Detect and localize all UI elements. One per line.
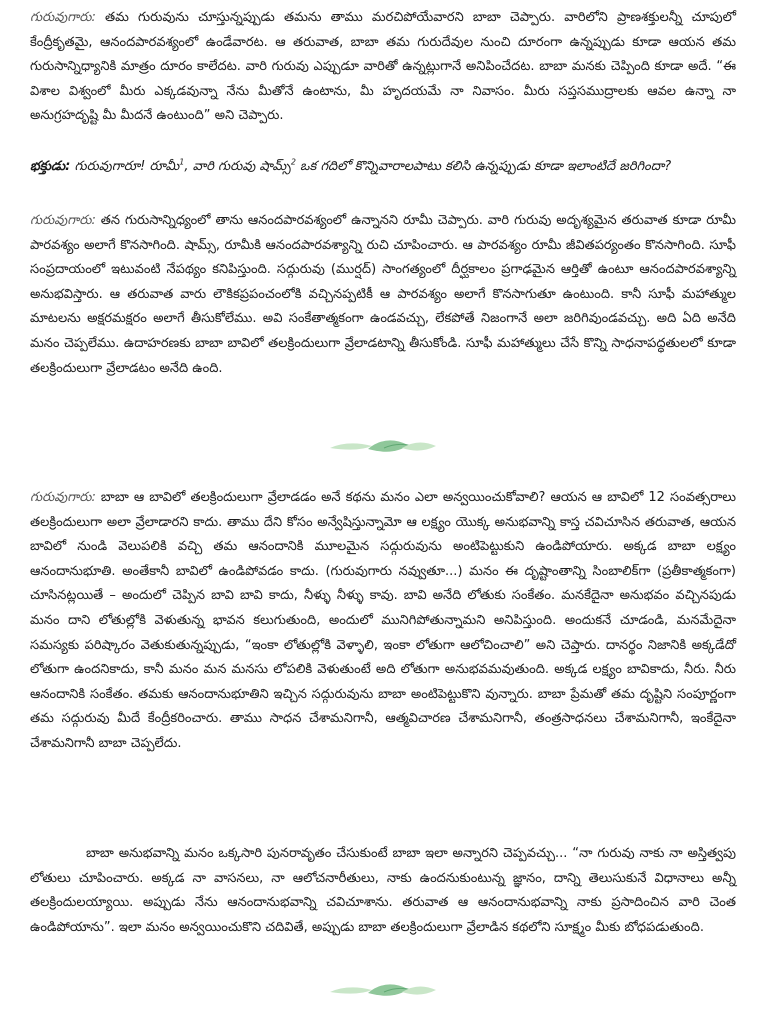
speaker-label: గురువుగారు: xyxy=(30,10,96,25)
paragraph-text: బాబా ఆ బావిలో తలక్రిందులుగా వ్రేలాడడం అనే కథను మనం ఎలా అన్వయించుకోవాలి? ఆయన ఆ బావిలో 12 సంవత్సరాలు తలక్రిందులుగా అలా వ్రేలాడారని కాదు. తాము దేని కోసం అన్వేషిస్తున్నామో ఆ లక్ష్యం యొక్క అనుభవాన్ని కాస్త చవిచూసిన తరువాత, ఆయన బావిలో నుండి వెలుపలికి వచ్చి తమ ఆనందానికి మూలమైన సద్గురువును అంటిపెట్టుకుని ఉండిపోయారు. అక్కడ బాబా లక్ష్యం ఆనందానుభూతి. అంతేకానీ బావిలో ఉండిపోవడం కాదు. (గురువుగారు నవ్వుతూ...) మనం ఈ దృష్టాంతాన్ని సింబాలిక్‌గా (ప్రతీకాత్మకంగా) చూసినట్లయితే – అందులో చెప్పిన బావి బావి కాదు, నీళ్ళు నీళ్ళు కావు. బావి అనేది లోతుకు సంకేతం. మనకేదైనా అనుభవం వచ్చినపుడు మనం దాని లోతుల్లోకి వెళుతున్న భావన కలుగుతుంది, అందులో మునిగిపోతున్నామని అనిపిస్తుంది. అందుకనే చూడండి, మనమేదైనా సమస్యకు పరిష్కారం వెతుకుతున్నప్పుడు, “ఇంకా లోతుల్లోకి వెళ్ళాలి, ఇంకా లోతుగా ఆలోచించాలి” అని చెప్తారు. దానర్థం నిజానికి అక్కడేదో లోతుగా ఉందనికాదు, కానీ మనం మన మనసు లోపలికి వెళుతుంటే అది లోతుగా అనుభవమవుతుంది. అక్కడ లక్ష్యం బావికాదు, నీరు. నీరు ఆనందానికి సంకేతం. తమకు ఆనందానుభూతిని ఇచ్చిన సద్గురువును బాబా అంటిపెట్టుకొని వున్నారు. బాబా ప్రేమతో తమ దృష్టిని సంపూర్ణంగా తమ సద్గురువు మీదే కేంద్రీకరించారు. తాము సాధన చేశామనిగానీ, ఆత్మవిచారణ చేశామనిగానీ, తంత్రసాధనలు చేశామనిగానీ, ఇంకేదైనా చేశామనిగానీ బాబా చెప్పలేదు. xyxy=(30,490,736,751)
answer-paragraph-1 xyxy=(30,6,736,129)
question-text: , వారి గురువు షామ్స్ xyxy=(184,159,291,174)
paragraph-text: తమ గురువును చూస్తున్నప్పుడు తమను తాము మరచిపోయేవారని బాబా చెప్పారు. వారిలోని ప్రాణశక్తులన్నీ చూపులో కేంద్రీకృతమై, ఆనందపారవశ్యంలో ఉండేవారట. ఆ తరువాత, బాబా తమ గురుదేవుల నుంచి దూరంగా ఉన్నప్పుడు కూడా ఆయన తమ గురుసాన్నిధ్యానికి మాత్రం దూరం కాలేదట. వారి గురువు ఎప్పుడూ వారితో ఉన్నట్లుగానే అనిపించేదట. బాబా మనకు చెప్పింది కూడా అదే. “ఈ విశాల విశ్వంలో మీరు ఎక్కడవున్నా నేను మీతోనే ఉంటాను, మీ హృదయమే నా నివాసం. మీరు సప్తసముద్రాలకు ఆవల ఉన్నా నా అనుగ్రహదృష్టి మీ మీదనే ఉంటుంది” అని చెప్పారు. xyxy=(30,10,736,124)
footnote-marker: 2 xyxy=(290,157,296,167)
speaker-label: గురువుగారు: xyxy=(30,213,96,228)
closing-paragraph: బాబా అనుభవాన్ని మనం ఒక్కసారి పునరావృతం చేసుకుంటే బాబా ఇలా అన్నారని చెప్పవచ్చు... “నా గురువు నాకు నా అస్తిత్వపు లోతులు చూపించారు. అక్కడ నా వాసనలు, నా ఆలోచనారీతులు, నాకు ఉందనుకుంటున్న జ్ఞానం, దాన్ని తెలుసుకునే విధానాలు అన్నీ తలక్రిందులయ్యాయి. అప్పుడు నేను ఆనందానుభవాన్ని చవిచూశాను. తరువాత ఆ ఆనందానుభవాన్ని నాకు ప్రసాదించిన వారి చెంత ఉండిపోయాను”. ఇలా మనం అన్వయించుకొని చదివితే, అప్పుడు బాబా తలక్రిందులుగా వ్రేలాడిన కథలోని సూక్ష్మం మీకు బోధపడుతుంది. xyxy=(30,846,736,935)
question-text: ఒక గదిలో కొన్నివారాలపాటు కలిసి ఉన్నప్పుడు కూడా ఇలాంటిదే జరిగిందా? xyxy=(295,159,672,174)
question-text: గురువుగారూ! రూమీ xyxy=(70,159,180,174)
leaf-ornament-divider xyxy=(328,436,438,456)
paragraph-text: తన గురుసాన్నిధ్యంలో తాను ఆనందపారవశ్యంలో ఉన్నానని రూమీ చెప్పారు. వారి గురువు అదృశ్యమైన తరువాత కూడా రూమీ పారవశ్యం అలాగే కొనసాగింది. షామ్స్, రూమీకి ఆనందపారవశ్యాన్ని రుచి చూపించారు. ఆ పారవశ్యం రూమీ జీవితపర్యంతం కొనసాగింది. సూఫీ సంప్రదాయంలో ఇటువంటి నేపథ్యం కనిపిస్తుంది. సద్గురువు (ముర్షద్) సాంగత్యంలో దీర్ఘకాలం ప్రగాఢమైన ఆర్తితో ఉంటూ ఆనందపారవశ్యాన్ని అనుభవిస్తారు. ఆ తరువాత వారు లౌకికప్రపంచంలోకి వచ్చినప్పటికీ ఆ పారవశ్యం అలాగే కొనసాగుతూ ఉంటుంది. కానీ సూఫీ మహాత్ముల మాటలను అక్షరమక్షరం అలాగే తీసుకోలేము. అవి సంకేతాత్మకంగా ఉండవచ్చు, లేకపోతే నిజంగానే అలా జరిగివుండవచ్చు. అది ఏది అనేది మనం చెప్పలేము. ఉదాహరణకు బాబా బావిలో తలక్రిందులుగా వ్రేలాడటాన్ని తీసుకోండి. సూఫీ మహాత్ములు చేసే కొన్ని సాధనాపద్ధతులలో కూడా తలక్రిందులుగా వ్రేలాడటం అనేది ఉంది. xyxy=(30,213,736,376)
devotee-question xyxy=(30,155,736,180)
answer-paragraph-3 xyxy=(30,486,736,757)
leaf-ornament-divider xyxy=(328,980,438,1000)
speaker-label: భక్తుడు: xyxy=(30,159,71,174)
footnote-marker: 1 xyxy=(179,157,185,167)
speaker-label: గురువుగారు: xyxy=(30,490,96,505)
answer-paragraph-2 xyxy=(30,209,736,381)
